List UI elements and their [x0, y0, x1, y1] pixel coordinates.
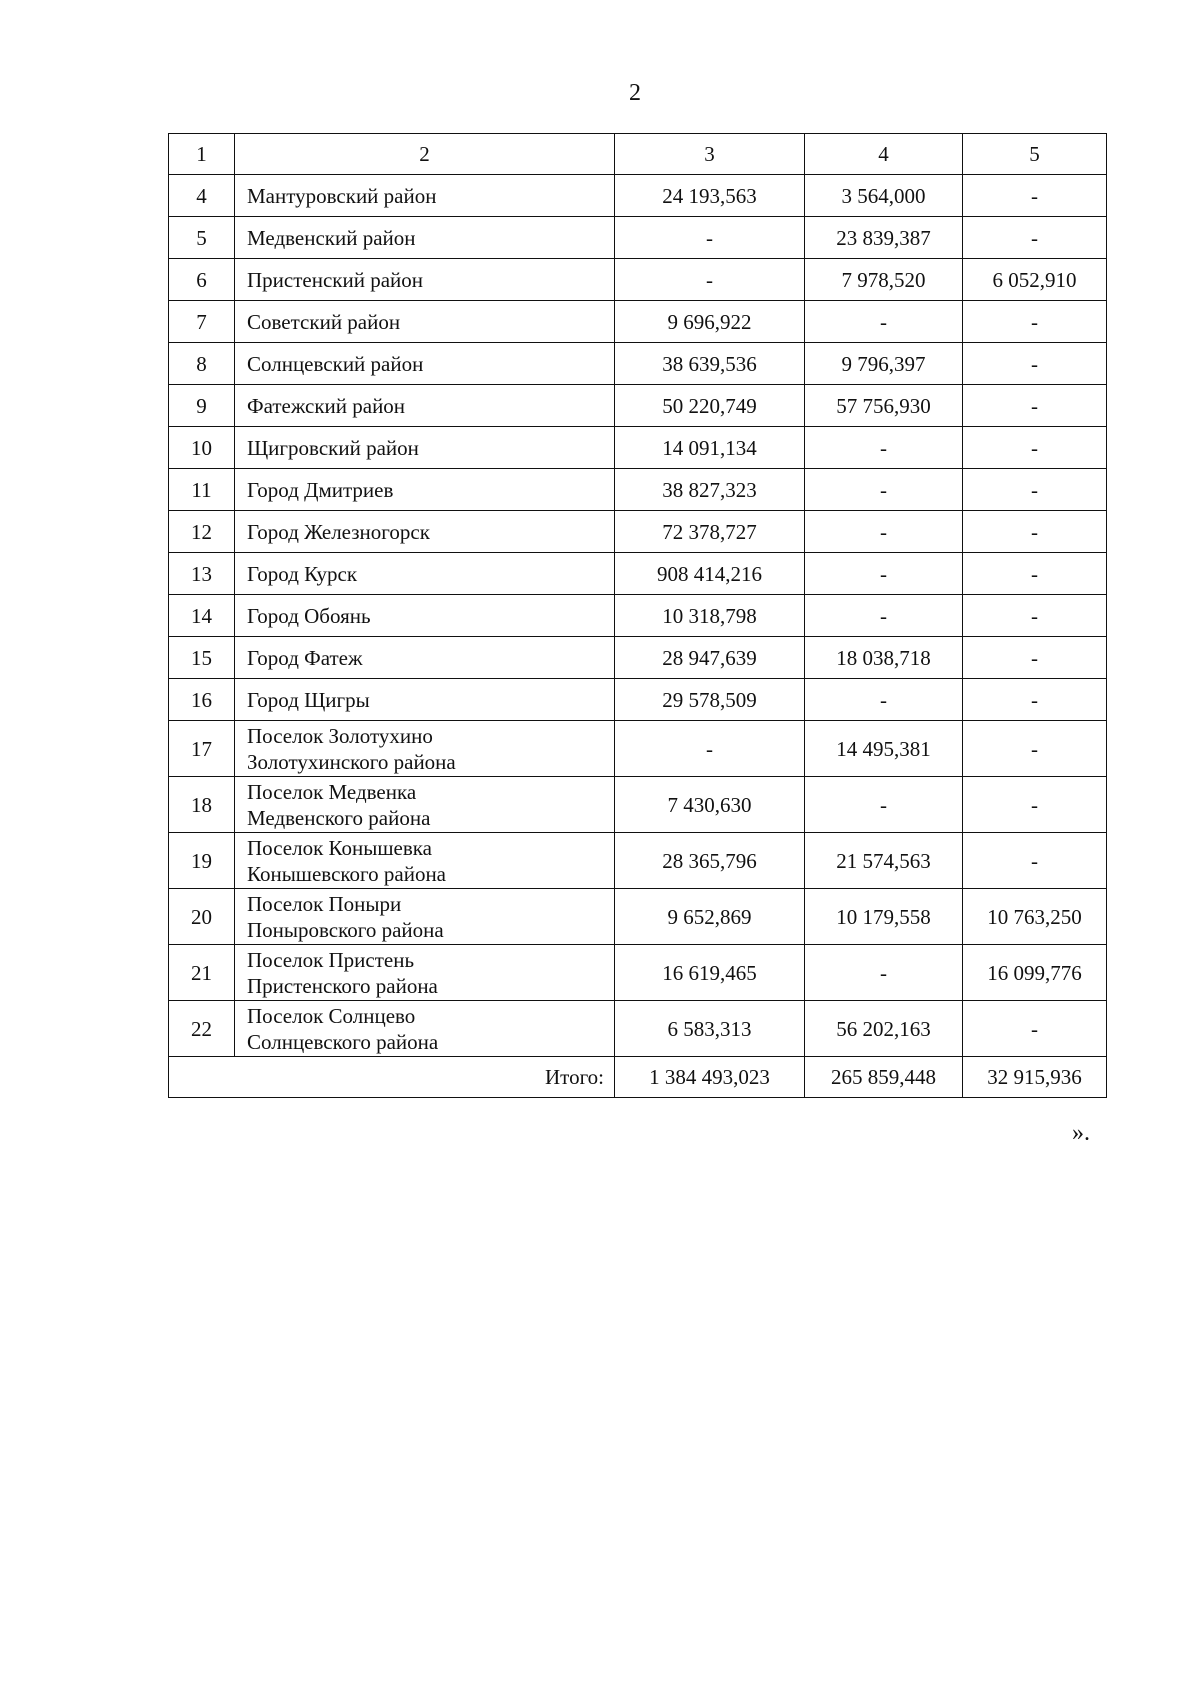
row-number-cell: 10 — [169, 427, 235, 469]
total-amount-cell-c5: 32 915,936 — [963, 1057, 1107, 1098]
amount-cell-c4: - — [805, 595, 963, 637]
amount-cell-c5: 10 763,250 — [963, 889, 1107, 945]
row-number-cell: 4 — [169, 175, 235, 217]
amount-cell-c5: - — [963, 833, 1107, 889]
amount-cell-c5: - — [963, 777, 1107, 833]
municipality-name-line: Город Щигры — [247, 687, 370, 712]
row-number-cell: 20 — [169, 889, 235, 945]
table-row — [169, 889, 1107, 945]
table-row — [169, 945, 1107, 1001]
amount-cell-c4: - — [805, 945, 963, 1001]
table-row — [169, 343, 1107, 385]
municipality-name-line: Медвенского района — [247, 805, 431, 830]
row-number-cell: 5 — [169, 217, 235, 259]
municipality-name-cell — [235, 259, 615, 301]
amount-cell-c4: 7 978,520 — [805, 259, 963, 301]
amount-cell-c3: 29 578,509 — [615, 679, 805, 721]
municipality-name-cell — [235, 511, 615, 553]
municipality-name-cell — [235, 679, 615, 721]
amount-cell-c4: - — [805, 469, 963, 511]
table-row — [169, 469, 1107, 511]
header-cell: 1 — [169, 134, 235, 175]
amount-cell-c4: 10 179,558 — [805, 889, 963, 945]
municipality-name-line: Город Дмитриев — [247, 477, 394, 502]
amount-cell-c4: - — [805, 511, 963, 553]
total-label: Итого: — [169, 1057, 615, 1098]
amount-cell-c3: 16 619,465 — [615, 945, 805, 1001]
amount-cell-c5: - — [963, 343, 1107, 385]
row-number-cell: 14 — [169, 595, 235, 637]
amount-cell-c4: 9 796,397 — [805, 343, 963, 385]
table-row — [169, 553, 1107, 595]
header-cell: 2 — [235, 134, 615, 175]
amount-cell-c4: 57 756,930 — [805, 385, 963, 427]
amount-cell-c3: 28 365,796 — [615, 833, 805, 889]
amount-cell-c5: - — [963, 511, 1107, 553]
row-number-cell: 11 — [169, 469, 235, 511]
municipality-name-cell — [235, 945, 615, 1001]
row-number-cell: 21 — [169, 945, 235, 1001]
municipality-name-cell — [235, 721, 615, 777]
amount-cell-c5: 6 052,910 — [963, 259, 1107, 301]
amount-cell-c4: 18 038,718 — [805, 637, 963, 679]
amount-cell-c5: - — [963, 637, 1107, 679]
amount-cell-c4: 3 564,000 — [805, 175, 963, 217]
amount-cell-c3: 14 091,134 — [615, 427, 805, 469]
amount-cell-c4: 21 574,563 — [805, 833, 963, 889]
municipality-name-line: Солнцевский район — [247, 351, 424, 376]
municipality-name-line: Поселок Пристень — [247, 947, 415, 972]
table-row — [169, 385, 1107, 427]
table-row — [169, 1001, 1107, 1057]
municipality-name-line: Город Железногорск — [247, 519, 430, 544]
amount-cell-c4: - — [805, 553, 963, 595]
municipality-name-cell — [235, 889, 615, 945]
amount-cell-c5: - — [963, 595, 1107, 637]
municipality-name-cell — [235, 777, 615, 833]
row-number-cell: 15 — [169, 637, 235, 679]
data-table — [168, 133, 1106, 1098]
amount-cell-c3: 38 827,323 — [615, 469, 805, 511]
row-number-cell: 16 — [169, 679, 235, 721]
table-row — [169, 301, 1107, 343]
table-row — [169, 595, 1107, 637]
amount-cell-c3: 38 639,536 — [615, 343, 805, 385]
municipality-name-line: Город Обоянь — [247, 603, 371, 628]
table-row — [169, 679, 1107, 721]
municipality-name-cell — [235, 595, 615, 637]
amount-cell-c5: - — [963, 721, 1107, 777]
total-amount-cell-c3: 1 384 493,023 — [615, 1057, 805, 1098]
table-row — [169, 259, 1107, 301]
amount-cell-c4: - — [805, 777, 963, 833]
table-row — [169, 175, 1107, 217]
municipality-name-line: Пристенского района — [247, 973, 438, 998]
amount-cell-c3: 10 318,798 — [615, 595, 805, 637]
row-number-cell: 9 — [169, 385, 235, 427]
total-amount-cell-c4: 265 859,448 — [805, 1057, 963, 1098]
amount-cell-c5: - — [963, 217, 1107, 259]
municipality-name-cell — [235, 301, 615, 343]
municipality-name-cell — [235, 637, 615, 679]
municipality-name-cell — [235, 175, 615, 217]
municipality-name-cell — [235, 469, 615, 511]
amount-cell-c4: 14 495,381 — [805, 721, 963, 777]
amount-cell-c4: - — [805, 427, 963, 469]
municipality-name-cell — [235, 427, 615, 469]
municipality-name-line: Фатежский район — [247, 393, 406, 418]
municipality-name-line: Поселок Медвенка — [247, 779, 417, 804]
page-number: 2 — [629, 80, 641, 106]
municipality-name-line: Советский район — [247, 309, 401, 334]
amount-cell-c5: - — [963, 1001, 1107, 1057]
row-number-cell: 13 — [169, 553, 235, 595]
amount-cell-c5: 16 099,776 — [963, 945, 1107, 1001]
row-number-cell: 7 — [169, 301, 235, 343]
municipality-name-line: Поселок Конышевка — [247, 835, 432, 860]
municipality-name-line: Золотухинского района — [247, 749, 456, 774]
amount-cell-c3: 6 583,313 — [615, 1001, 805, 1057]
amount-cell-c5: - — [963, 385, 1107, 427]
municipality-name-cell — [235, 385, 615, 427]
amount-cell-c4: 23 839,387 — [805, 217, 963, 259]
header-cell: 5 — [963, 134, 1107, 175]
municipality-name-line: Поселок Поныри — [247, 891, 402, 916]
municipality-name-cell — [235, 1001, 615, 1057]
table-row — [169, 217, 1107, 259]
municipality-name-line: Город Фатеж — [247, 645, 363, 670]
amount-cell-c4: - — [805, 301, 963, 343]
header-cell: 4 — [805, 134, 963, 175]
amount-cell-c5: - — [963, 301, 1107, 343]
row-number-cell: 8 — [169, 343, 235, 385]
municipality-name-line: Поныровского района — [247, 917, 444, 942]
amount-cell-c3: - — [615, 259, 805, 301]
municipality-name-line: Щигровский район — [247, 435, 419, 460]
amount-cell-c5: - — [963, 175, 1107, 217]
municipality-name-cell — [235, 553, 615, 595]
municipality-name-line: Поселок Золотухино — [247, 723, 433, 748]
header-cell: 3 — [615, 134, 805, 175]
table-row — [169, 721, 1107, 777]
amount-cell-c3: 7 430,630 — [615, 777, 805, 833]
municipality-name-cell — [235, 833, 615, 889]
municipality-name-line: Медвенский район — [247, 225, 416, 250]
amount-cell-c3: 908 414,216 — [615, 553, 805, 595]
closing-quote-mark: ». — [1072, 1120, 1090, 1146]
amount-cell-c5: - — [963, 679, 1107, 721]
amount-cell-c3: - — [615, 721, 805, 777]
total-row — [169, 1057, 1107, 1098]
municipality-name-line: Конышевского района — [247, 861, 447, 886]
municipality-name-cell — [235, 343, 615, 385]
table-row — [169, 427, 1107, 469]
amount-cell-c5: - — [963, 427, 1107, 469]
row-number-cell: 22 — [169, 1001, 235, 1057]
amount-cell-c3: - — [615, 217, 805, 259]
municipality-name-line: Солнцевского района — [247, 1029, 439, 1054]
row-number-cell: 6 — [169, 259, 235, 301]
amount-cell-c3: 28 947,639 — [615, 637, 805, 679]
amount-cell-c5: - — [963, 553, 1107, 595]
row-number-cell: 17 — [169, 721, 235, 777]
municipality-name-cell — [235, 217, 615, 259]
row-number-cell: 19 — [169, 833, 235, 889]
row-number-cell: 18 — [169, 777, 235, 833]
municipality-name-line: Мантуровский район — [247, 183, 437, 208]
table-row — [169, 833, 1107, 889]
amount-cell-c3: 24 193,563 — [615, 175, 805, 217]
amount-cell-c3: 9 696,922 — [615, 301, 805, 343]
amount-cell-c3: 50 220,749 — [615, 385, 805, 427]
table-header-row — [169, 134, 1107, 175]
amount-cell-c5: - — [963, 469, 1107, 511]
amount-cell-c3: 72 378,727 — [615, 511, 805, 553]
table-body — [169, 134, 1107, 1098]
municipality-name-line: Пристенский район — [247, 267, 424, 292]
table-row — [169, 511, 1107, 553]
amount-cell-c4: - — [805, 679, 963, 721]
amount-cell-c4: 56 202,163 — [805, 1001, 963, 1057]
municipality-name-line: Поселок Солнцево — [247, 1003, 416, 1028]
row-number-cell: 12 — [169, 511, 235, 553]
table-row — [169, 777, 1107, 833]
table-row — [169, 637, 1107, 679]
amount-cell-c3: 9 652,869 — [615, 889, 805, 945]
municipality-name-line: Город Курск — [247, 561, 358, 586]
